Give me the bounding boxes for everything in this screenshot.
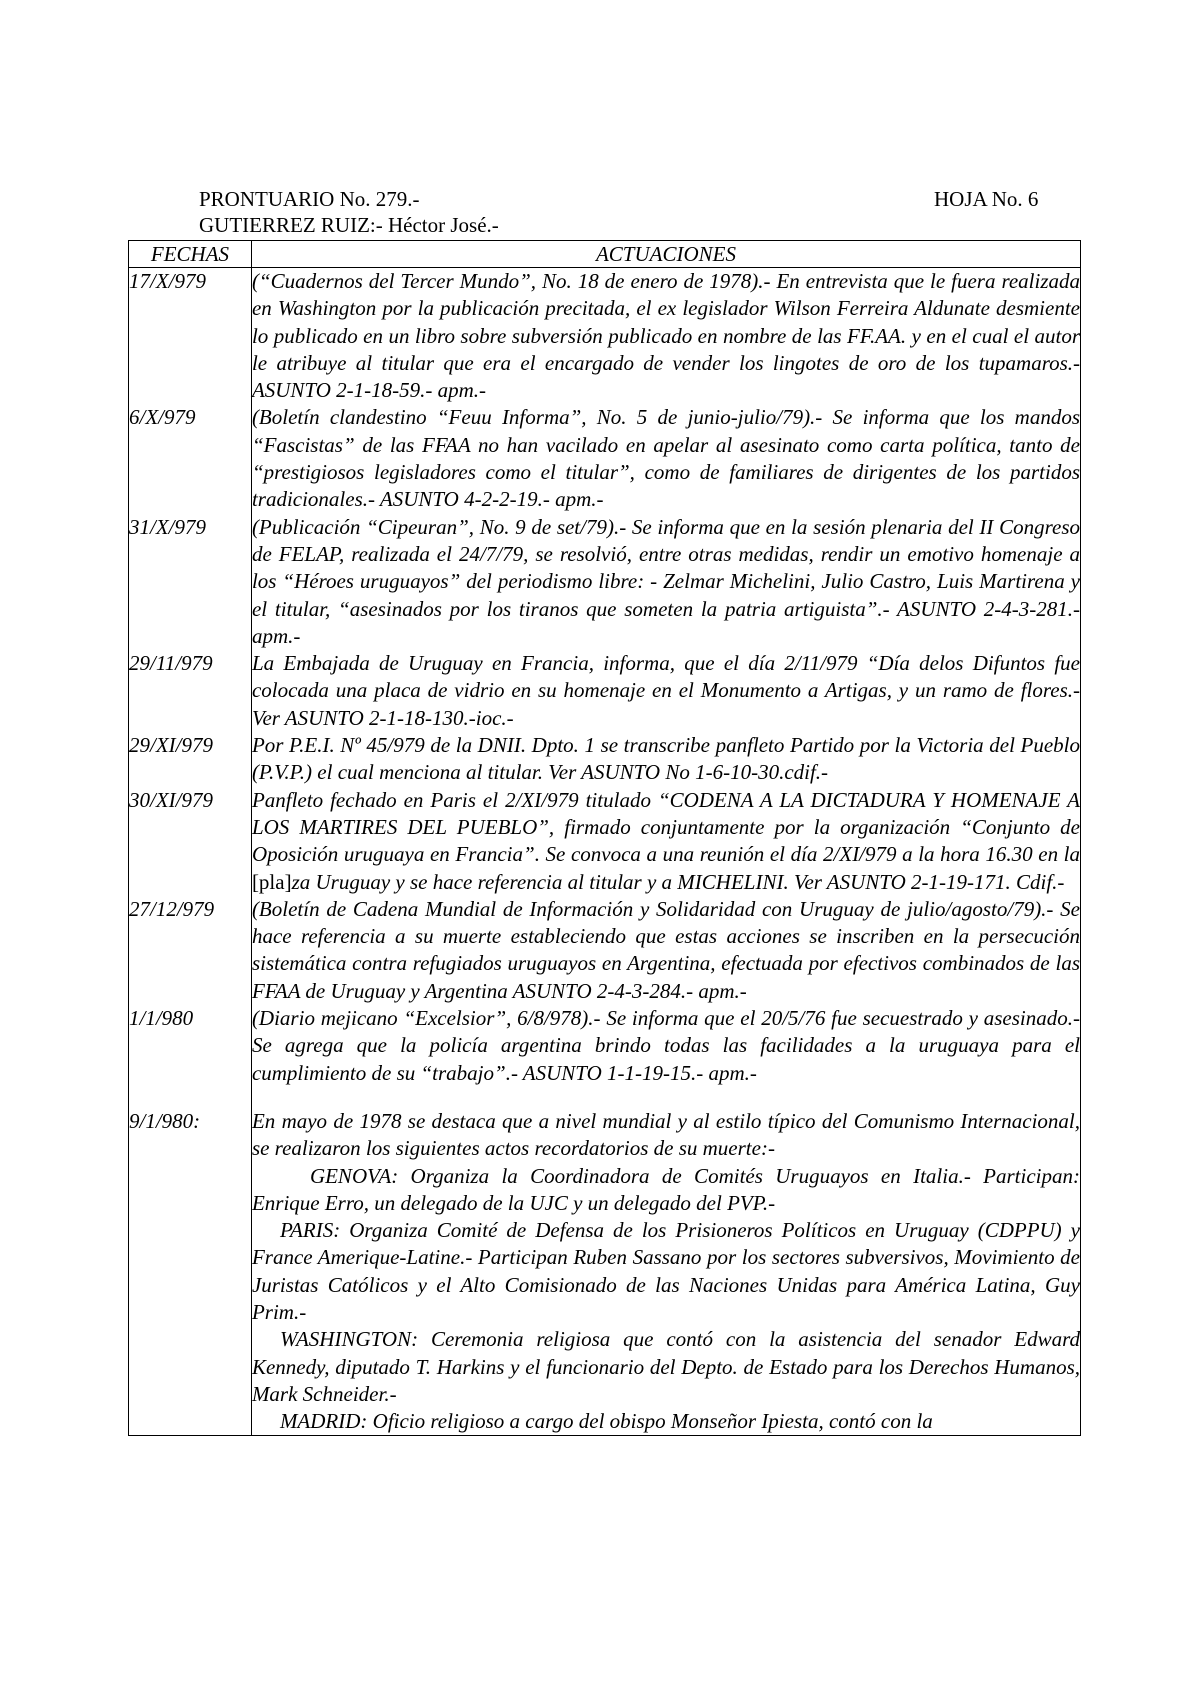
prontuario-number: PRONTUARIO No. 279.- (199, 187, 420, 211)
entry-washington: WASHINGTON: Ceremonia religiosa que contó con la asistencia del senador Edward Kennedy, diputado T. Harkins y el funcionario del Depto. de Estado para los Derechos Humanos, Mark Schneider.- (251, 1327, 1080, 1406)
entry-date: 29/11/979 (129, 650, 252, 732)
entry-genova: GENOVA: Organiza la Coordinadora de Comités Uruguayos en Italia.- Participan: Enrique Erro, un delegado de la UJC y un delegado del PVP.- (251, 1163, 1080, 1215)
table-header-row (129, 241, 1081, 268)
table-row (129, 514, 1081, 650)
entry-text: Por P.E.I. Nº 45/979 de la DNII. Dpto. 1 se transcribe panfleto Partido por la Victoria del Pueblo (P.V.P.) el cual menciona al titular. Ver ASUNTO No 1-6-10-30.cdif.- (251, 732, 1080, 787)
entry-text: (Boletín clandestino “Feuu Informa”, No. 5 de junio-julio/79).- Se informa que los mandos “Fascistas” de las FFAA no han vacilado en apelar al asesinato como carta política, tanto de “prestigiosos legisladores como el titular”, como de familiares de dirigentes de los partidos tradicionales.- ASUNTO 4-2-2-19.- apm.- (251, 404, 1080, 513)
entry-text-part: za Uruguay y se hace referencia al titular y a MICHELINI. Ver ASUNTO 2-1-19-171. Cdif.- (291, 869, 1065, 894)
entry-date: 9/1/980: (129, 1087, 252, 1436)
entry-date: 27/12/979 (129, 896, 252, 1005)
table-row (129, 650, 1081, 732)
entry-text: La Embajada de Uruguay en Francia, informa, que el día 2/11/979 “Día delos Difuntos fue colocada una placa de vidrio en su homenaje en el Monumento a Artigas, y un ramo de flores.- Ver ASUNTO 2-1-18-130.-ioc.- (251, 650, 1080, 732)
entry-text: (Diario mejicano “Excelsior”, 6/8/978).- Se informa que el 20/5/76 fue secuestrado y asesinado.- Se agrega que la policía argentina brindo todas las facilidades a la uruguaya para el cumplimiento de su “trabajo”.- ASUNTO 1-1-19-15.- apm.- (251, 1005, 1080, 1087)
entry-date: 6/X/979 (129, 404, 252, 513)
bracketed-insertion: [pla] (251, 869, 292, 894)
entry-intro: En mayo de 1978 se destaca que a nivel mundial y al estilo típico del Comunismo Internacional, se realizaron los siguientes actos recordatorios de su muerte:- (251, 1108, 1080, 1161)
table-row (129, 787, 1081, 896)
column-header-actuaciones: ACTUACIONES (251, 241, 1080, 268)
table-row (129, 404, 1081, 513)
subject-name: GUTIERREZ RUIZ:- Héctor José.- (199, 213, 499, 237)
entry-text: (Publicación “Cipeuran”, No. 9 de set/79).- Se informa que en la sesión plenaria del II Congreso de FELAP, realizada el 24/7/79, se resolvió, entre otras medidas, rendir un emotivo homenaje a los “Héroes uruguayos” del periodismo libre: - Zelmar Michelini, Julio Castro, Luis Martirena y el titular, “asesinados por los tiranos que someten la patria artiguista”.- ASUNTO 2-4-3-281.- apm.- (251, 514, 1080, 650)
entry-text (251, 1087, 1080, 1436)
entry-text: (“Cuadernos del Tercer Mundo”, No. 18 de enero de 1978).- En entrevista que le fuera realizada en Washington por la publicación precitada, el ex legislador Wilson Ferreira Aldunate desmiente lo publicado en un libro sobre subversión publicado en nombre de las FF.AA. y en el cual el autor le atribuye al titular que era el encargado de vender los lingotes de oro de los tupamaros.- ASUNTO 2-1-18-59.- apm.- (251, 268, 1080, 405)
entry-date: 1/1/980 (129, 1005, 252, 1087)
entry-text (251, 787, 1080, 896)
entry-madrid: MADRID: Oficio religioso a cargo del obispo Monseñor Ipiesta, contó con la (279, 1409, 933, 1434)
table-row (129, 732, 1081, 787)
actuaciones-table (128, 240, 1081, 1436)
table-row (129, 1087, 1081, 1436)
entry-date: 29/XI/979 (129, 732, 252, 787)
entry-text: (Boletín de Cadena Mundial de Información y Solidaridad con Uruguay de julio/agosto/79).- Se hace referencia a su muerte estableciendo que estas acciones se inscriben en la persecución sistemática contra refugiados uruguayos en Argentina, efectuada por efectivos combinados de las FFAA de Uruguay y Argentina ASUNTO 2-4-3-284.- apm.- (251, 896, 1080, 1005)
entry-date: 30/XI/979 (129, 787, 252, 896)
entry-text-part: Panfleto fechado en Paris el 2/XI/979 titulado “CODENA A LA DICTADURA Y HOMENAJE A LOS MARTIRES DEL PUEBLO”, firmado conjuntamente por la organización “Conjunto de Oposición uruguaya en Francia”. Se convoca a una reunión el día 2/XI/979 a la hora 16.30 en la (251, 787, 1080, 867)
table-row (129, 268, 1081, 405)
entry-date: 17/X/979 (129, 268, 252, 405)
table-row (129, 1005, 1081, 1087)
entry-date: 31/X/979 (129, 514, 252, 650)
page-number: HOJA No. 6 (934, 187, 1039, 211)
table-row (129, 896, 1081, 1005)
column-header-fechas: FECHAS (129, 241, 252, 268)
entry-paris: PARIS: Organiza Comité de Defensa de los Prisioneros Políticos en Uruguay (CDPPU) y France Amerique-Latine.- Participan Ruben Sassano por los sectores subversivos, Movimiento de Juristas Católicos y el Alto Comisionado de las Naciones Unidas para América Latina, Guy Prim.- (251, 1218, 1080, 1324)
